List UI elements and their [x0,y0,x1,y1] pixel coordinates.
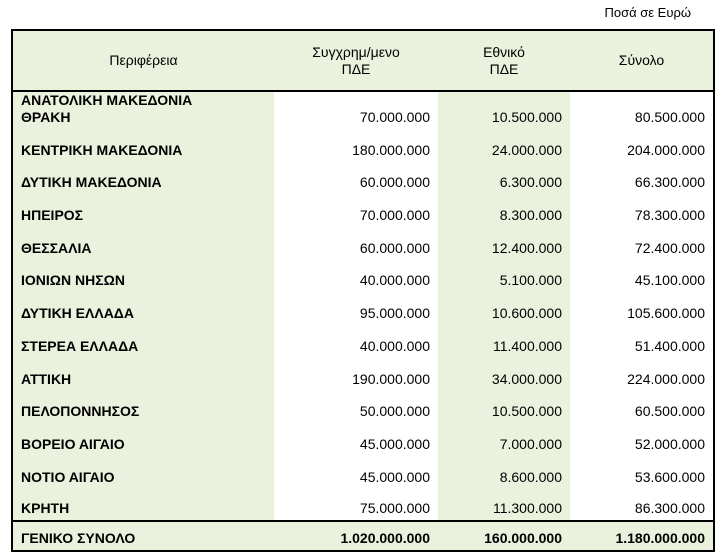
region-name-line: ΔΥΤΙΚΗ ΜΑΚΕΔΟΝΙΑ [21,174,162,191]
cell-total: 66.300.000 [634,174,705,191]
region-name [12,162,274,195]
region-name-line: ΙΟΝΙΩΝ ΝΗΣΩΝ [21,272,125,289]
table-row [12,358,714,391]
cell-national: 7.000.000 [438,423,570,456]
cell-cofinanced: 180.000.000 [352,141,430,158]
table-row [12,391,714,424]
cell-national: 10.500.000 [438,91,570,129]
cell-cofinanced: 75.000.000 [359,500,430,517]
region-name-line: ΑΤΤΙΚΗ [21,370,72,387]
cell-total: 80.500.000 [634,109,705,125]
grand-total-national: 160.000.000 [484,530,562,547]
table-row [12,91,714,129]
header-cofinanced [274,30,438,91]
grand-total-row [12,521,714,551]
region-name [12,194,274,227]
cell-national: 34.000.000 [438,358,570,391]
cell-cofinanced: 60.000.000 [359,174,430,191]
table-row [12,292,714,325]
region-name-line: ΝΟΤΙΟ ΑΙΓΑΙΟ [21,468,115,485]
region-name [12,227,274,260]
cell-total: 204.000.000 [627,141,705,158]
cell-national: 24.000.000 [438,129,570,162]
region-name [12,260,274,293]
header-national-line-2: ΠΔΕ [489,60,519,77]
region-name-line: ΘΡΑΚΗ [21,109,71,125]
cell-cofinanced: 50.000.000 [359,403,430,420]
region-name [12,358,274,391]
cell-total: 86.300.000 [634,500,705,517]
cell-cofinanced: 40.000.000 [359,337,430,354]
table-body [12,91,714,521]
cell-national: 5.100.000 [438,260,570,293]
cell-national: 8.600.000 [438,456,570,489]
header-total: Σύνολο [570,30,714,91]
amounts-note: Ποσά σε Ευρώ [604,5,691,20]
cell-national: 12.400.000 [438,227,570,260]
header-national [438,30,570,91]
cell-cofinanced: 60.000.000 [359,239,430,256]
region-name-line: ΔΥΤΙΚΗ ΕΛΛΑΔΑ [21,305,134,322]
header-national-line-1: Εθνικό [483,43,525,60]
cell-total: 78.300.000 [634,207,705,224]
budget-by-region-table [11,29,715,552]
grand-total-cofinanced: 1.020.000.000 [340,530,430,547]
region-name [12,489,274,522]
table-row [12,489,714,522]
cell-national: 11.300.000 [438,489,570,522]
table-row [12,162,714,195]
table-row [12,129,714,162]
cell-cofinanced: 40.000.000 [359,272,430,289]
cell-total: 72.400.000 [634,239,705,256]
cell-total: 53.600.000 [634,468,705,485]
header-cofinanced-line-1: Συγχρημ/μενο [312,43,400,60]
header-region: Περιφέρεια [12,30,274,91]
region-name-line: ΚΡΗΤΗ [21,500,70,517]
region-name-line: ΒΟΡΕΙΟ ΑΙΓΑΙΟ [21,435,125,452]
region-name-line: ΚΕΝΤΡΙΚΗ ΜΑΚΕΔΟΝΙΑ [21,141,183,158]
cell-national: 10.600.000 [438,292,570,325]
cell-total: 45.100.000 [634,272,705,289]
table-row [12,423,714,456]
region-name-line: ΑΝΑΤΟΛΙΚΗ ΜΑΚΕΔΟΝΙΑ [21,92,193,108]
cell-cofinanced: 45.000.000 [359,468,430,485]
cell-cofinanced: 45.000.000 [359,435,430,452]
region-name [12,456,274,489]
region-name-line: ΠΕΛΟΠΟΝΝΗΣΟΣ [21,403,140,420]
cell-national: 11.400.000 [438,325,570,358]
cell-total: 105.600.000 [627,305,705,322]
region-name [12,325,274,358]
table-row [12,194,714,227]
region-name [12,91,274,129]
cell-national: 8.300.000 [438,194,570,227]
cell-total: 224.000.000 [627,370,705,387]
cell-cofinanced: 95.000.000 [359,305,430,322]
region-name-line: ΘΕΣΣΑΛΙΑ [21,239,92,256]
grand-total-total: 1.180.000.000 [615,530,705,547]
region-name [12,129,274,162]
table-row [12,456,714,489]
cell-national: 10.500.000 [438,391,570,424]
header-cofinanced-line-2: ΠΔΕ [341,60,371,77]
region-name [12,391,274,424]
region-name-line: ΗΠΕΙΡΟΣ [21,207,84,224]
cell-cofinanced: 190.000.000 [352,370,430,387]
region-name [12,423,274,456]
cell-cofinanced: 70.000.000 [359,109,430,125]
grand-total-label: ΓΕΝΙΚΟ ΣΥΝΟΛΟ [21,530,136,547]
table-header-row [12,30,714,91]
region-name-line: ΣΤΕΡΕΑ ΕΛΛΑΔΑ [21,337,139,354]
cell-total: 52.000.000 [634,435,705,452]
table-row [12,325,714,358]
cell-total: 60.500.000 [634,403,705,420]
table-row [12,260,714,293]
cell-cofinanced: 70.000.000 [359,207,430,224]
table-row [12,227,714,260]
cell-national: 6.300.000 [438,162,570,195]
region-name [12,292,274,325]
cell-total: 51.400.000 [634,337,705,354]
